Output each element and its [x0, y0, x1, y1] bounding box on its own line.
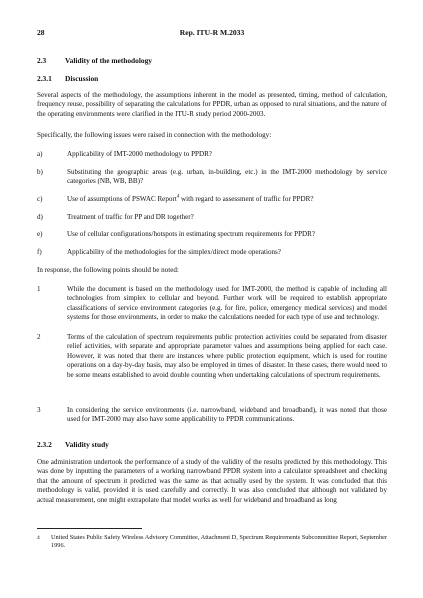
point-label: 2: [37, 333, 41, 341]
issue-label: c): [37, 195, 43, 203]
issue-text: Applicability of IMT-2000 methodology to PPDR?: [67, 150, 212, 158]
subsection-title: Discussion: [65, 74, 99, 83]
section-heading: [37, 56, 152, 65]
subsection-number: 2.3.2: [37, 440, 52, 449]
point-text: Terms of the calculation of spectrum requirements public protection activities could be separated from disaster relief activities, with separate and appropriate parameter values and assumptions being applied for each case. However, it was noted that there are instances where public protection equipment, which is used for routine operations on a day-by-day basis, may also be employed in times of disaster. In these cases, there would need to be some means established to avoid double counting when undertaking calculations of spectrum requirements.: [67, 333, 387, 379]
subsection-number: 2.3.1: [37, 74, 52, 83]
issue-label: d): [37, 213, 43, 221]
issue-text: Use of assumptions of PSWAC Report: [67, 195, 177, 203]
issue-text: Use of cellular configurations/hotspots in estimating spectrum requirements for PPDR?: [67, 230, 316, 238]
page-number: 28: [37, 28, 45, 37]
section-number: 2.3: [37, 56, 47, 65]
footnote-number: 4: [37, 535, 40, 541]
issue-label: b): [37, 168, 43, 176]
paragraph-issues-lead: Specifically, the following issues were raised in connection with the methodology:: [37, 131, 272, 139]
issue-text: Treatment of traffic for PP and DR together?: [67, 213, 194, 221]
subsection-title: Validity study: [65, 440, 109, 449]
subsection-heading-validity-study: [37, 440, 109, 449]
issue-text: Applicability of the methodologies for the simplex/direct mode operations?: [67, 248, 281, 256]
point-label: 3: [37, 406, 41, 414]
point-text: While the document is based on the methodology used for IMT-2000, the method is capable of including all technologies from simplex to cellular and beyond. Further work will be required to establish appropriate classifications of service environment categories (e.g. for fire, police, emergency medical services) and model systems for those environments, in order to make the calculations needed for each type of use and technology.: [67, 285, 387, 322]
paragraph-points-lead: In response, the following points should be noted:: [37, 266, 179, 274]
footnote-text: United States Public Safety Wireless Advisory Committee, Attachment D, Spectrum Requirements Subcommittee Report, September 1996.: [51, 534, 387, 550]
report-reference: Rep. ITU-R M.2033: [179, 28, 245, 37]
issue-label: f): [37, 248, 42, 256]
footnote-separator: [37, 528, 142, 529]
paragraph-intro: Several aspects of the methodology, the assumptions inherent in the model as presented, timing, method of calculation, frequency reuse, possibility of separating the calculations for PPDR, urban as opposed to rural situations, and the nature of the operating environments were clarified in the ITU-R study period 2000-2003.: [37, 91, 387, 118]
footnote-reference: 4: [176, 194, 180, 200]
paragraph-validity-study: One administration undertook the performance of a study of the validity of the results predicted by this methodology. This was done by inputting the parameters of a working narrowband PPDR system into a calculator spreadsheet and checking that the amount of spectrum it predicted was the same as that actually used by the system. It was concluded that this methodology is valid, provided it is used carefully and correctly. It was also concluded that although not validated by actual measurement, one might extrapolate that model works as well for wideband and broadband as long: [37, 458, 387, 504]
section-title: Validity of the methodology: [65, 56, 152, 65]
issue-text-continued: with regard to assessment of traffic for PPDR?: [179, 195, 314, 203]
issue-label: e): [37, 230, 43, 238]
issue-label: a): [37, 150, 43, 158]
issue-text: Substituting the geographic areas (e.g. urban, in-building, etc.) in the IMT-2000 methodology by service categories (NB, WB, BB)?: [67, 168, 387, 186]
point-text: In considering the service environments (i.e. narrowband, wideband and broadband), it was noted that those used for IMT-2000 may also have some applicability to PPDR communications.: [67, 406, 387, 424]
point-label: 1: [37, 285, 41, 293]
subsection-heading-discussion: [37, 74, 98, 83]
